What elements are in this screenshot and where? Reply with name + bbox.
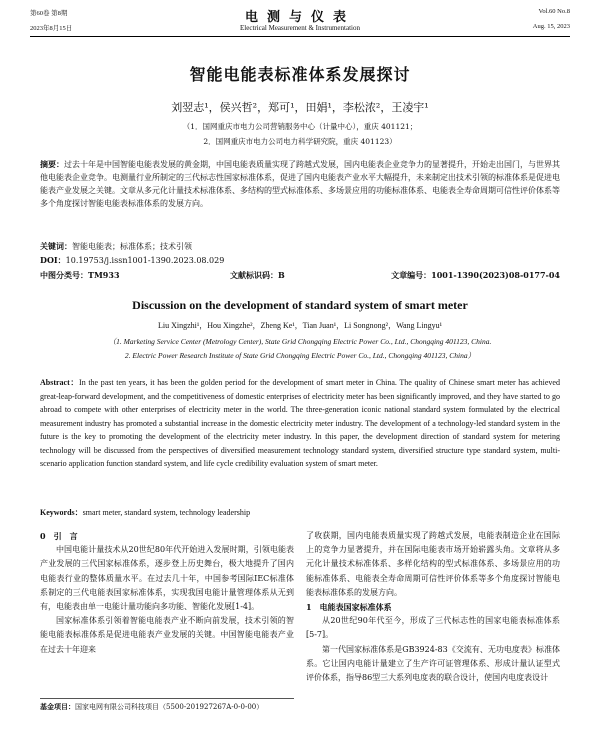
keywords-cn-text: 智能电能表；标准体系；技术引领	[72, 242, 192, 251]
keywords-cn	[40, 240, 560, 253]
document-code: 文献标识码：B	[230, 270, 285, 280]
abstract-en-label: Abstract：	[40, 378, 80, 387]
affiliation-en-1: （1. Marketing Service Center (Metrology Center), State Grid Chongqing Electric Power Co., Ltd., Chongqing 401123, China.	[108, 337, 492, 346]
intro-heading: 0 引 言	[40, 531, 78, 541]
journal-title-cn: 电测与仪表	[244, 10, 355, 25]
journal-header	[30, 6, 570, 40]
keywords-en	[40, 507, 560, 518]
volume-issue: 第60卷 第8期	[30, 10, 68, 17]
doi-text: 10.19753/j.issn1001-1390.2023.08.029	[65, 256, 225, 265]
volume-issue-en: Vol.60 No.8	[538, 8, 570, 15]
keywords-en-text: smart meter, standard system, technology leadership	[82, 508, 251, 517]
paper-title-cn: 智能电能表标准体系发展探讨	[189, 65, 411, 84]
publish-date-cn: 2023年8月15日	[30, 25, 73, 32]
authors-en: Liu Xingzhi¹，Hou Xingzhe²，Zheng Ke¹，Tian Juan¹，Li Songnong²，Wang Lingyu¹	[157, 321, 443, 330]
section1-paragraph-1: 从20世纪90年代至今，形成了三代标志性的国家电能表标准体系[5-7]。	[306, 616, 560, 640]
doi	[40, 254, 560, 267]
intro-paragraph-3: 了收获期，国内电能表质量实现了跨越式发展，电能表制造企业在国际上的竞争力显著提升，并在国际电能表市场开始崭露头角。文章将从多元化计量技术标准体系、多样化结构的型式标准体系、多场景应用的功能标准体系、电能表全寿命周期可信性评价体系等多个角度探讨智能电能表标准体系的发展方向。	[306, 531, 560, 597]
keywords-cn-label: 关键词：	[40, 241, 72, 251]
affiliation-en-2: 2. Electric Power Research Institute of State Grid Chongqing Electric Power Co., Ltd., Chongqing 401123, China）	[124, 351, 476, 360]
keywords-en-label: Keywords：	[40, 508, 83, 517]
funding-text: 国家电网有限公司科技项目（5500-201927267A-0-0-00）	[75, 703, 264, 711]
intro-paragraph-1: 中国电能计量技术从20世纪80年代开始进入发展时期，引领电能表产业发展的三代国家标准体系，逐步登上历史舞台，极大地提升了国内电能表行业的整体质量水平。在过去几十年，中国参考国际IEC标准体系制定的三代电能表国家标准体系，实现我国电能计量管理体系从无到有，电能表由单一电能计量功能向多功能、智能化发展[1-4]。	[40, 545, 294, 612]
abstract-en	[40, 376, 560, 471]
journal-title-en: Electrical Measurement & Instrumentation	[240, 24, 360, 32]
affiliation-cn-1: （1．国网重庆市电力公司营销服务中心（计量中心），重庆 401121；	[182, 122, 418, 131]
funding-note	[40, 698, 294, 713]
abstract-cn-label: 摘要：	[40, 159, 64, 169]
intro-paragraph-2: 国家标准体系引领着智能电能表产业不断向前发展，技术引领的智能电能表标准体系是促进电能表产业发展的关键。中国智能电能表产业在过去十年迎来	[40, 616, 294, 654]
abstract-cn-text: 过去十年是中国智能电能表发展的黄金期，中国电能表质量实现了跨越式发展，国内电能表企业竞争力的显著提升，开始走出国门，与世界其他电能表企业竞争。电测量行业所制定的三代标志性国家标准体系，促进了国内电能表产业水平大幅提升，未来制定出技术引领的标准体系是促进电能表产业发展之关键。文章从多元化计量技术标准体系、多结构的型式标准体系、多场景应用的功能标准体系、电能表全寿命周期可信性评价体系等多个角度探讨智能电能表标准体系的发展方向。	[40, 160, 560, 208]
authors-cn: 刘翌志¹，侯兴哲²，郑可¹，田娟¹，李松浓²，王凌宇¹	[171, 101, 429, 114]
header-rule	[30, 36, 570, 37]
publish-date-en: Aug. 15, 2023	[532, 23, 570, 30]
doi-label: DOI：	[40, 255, 66, 265]
section1-heading: 1 电能表国家标准体系	[306, 602, 392, 613]
affiliation-cn-2: 2．国网重庆市电力公司电力科学研究院，重庆 401123）	[203, 137, 397, 146]
article-number: 文章编号：1001-1390(2023)08-0177-04	[391, 270, 560, 280]
abstract-cn	[40, 158, 560, 210]
paper-title-en: Discussion on the development of standard system of smart meter	[132, 298, 468, 312]
section1-paragraph-2: 第一代国家标准体系是GB3924-83《交流有、无功电度表》标准体系。它让国内电能计量建立了生产许可证管理体系、形成计量认证型式评价体系，指导86型三大系列电度表的联合设计，使国内电度表设计	[306, 644, 560, 683]
funding-label: 基金项目：	[40, 702, 75, 711]
body-left-column	[40, 529, 294, 657]
clc-number: 中图分类号：TM933	[40, 270, 120, 280]
body-right-column	[306, 529, 560, 685]
abstract-en-text: In the past ten years, it has been the golden period for the development of smart meter in China. The quality of Chinese smart meter has achieved great-leap-forward development, and the competitiveness of domestic enterprises of electricity meter has been significantly improved, and they have started to go abroad to compete with other enterprises of electricity meter in the world. The three-generation iconic national standard system formulated by the electrical measurement industry has promoted a substantial increase in the domestic electricity meter industry. The development of a technology-led standard system in the future is the key to promoting the development of the electricity meter industry. In this paper, the development direction of standard system for metering technology will be discussed from the perspectives of diversified measurement technology standard system, diversified structure type standard system, multi-scenario application function standard system, and life cycle credibility evaluation system of smart meter.	[40, 378, 560, 468]
